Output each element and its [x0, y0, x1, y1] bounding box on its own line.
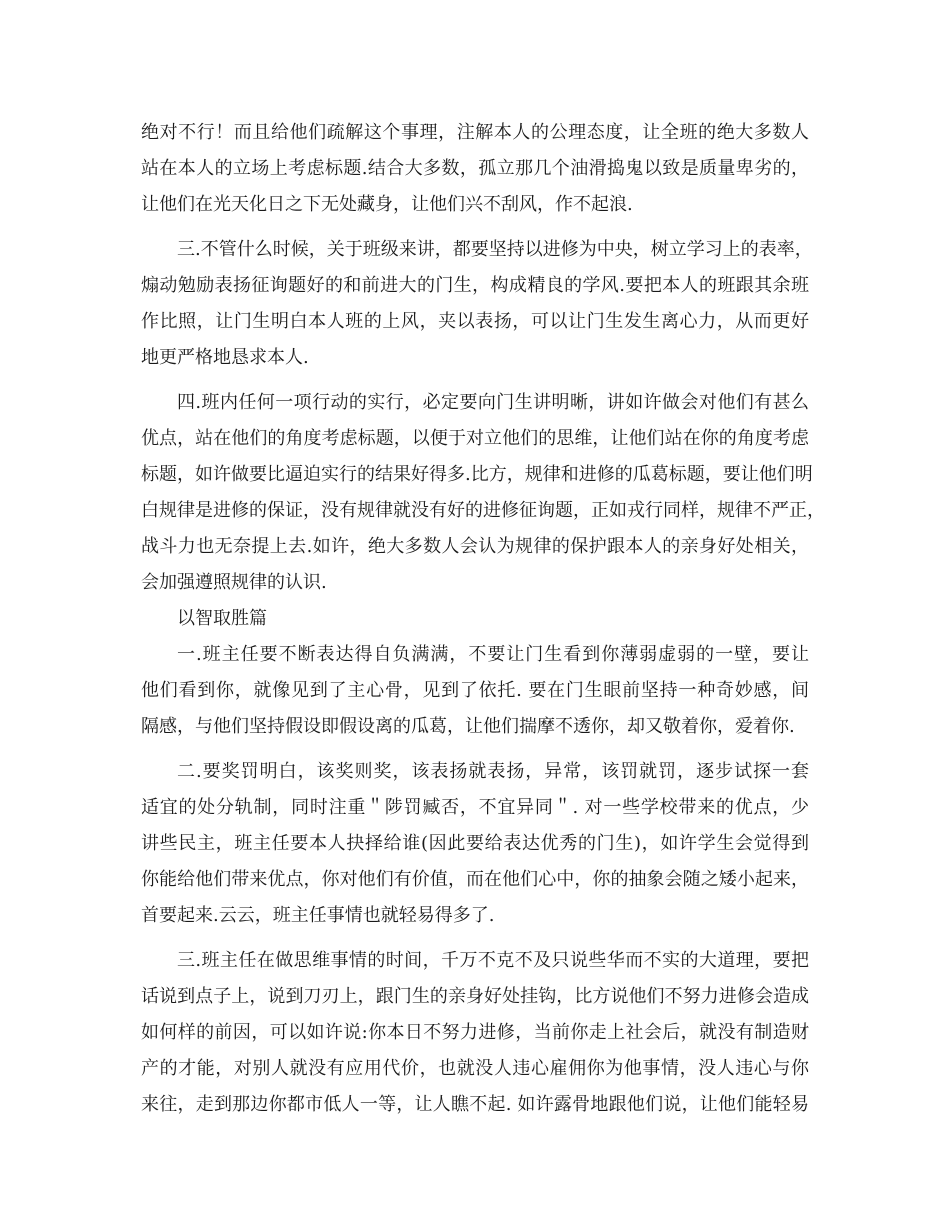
paragraph-4	[141, 637, 809, 745]
text-line: 隔感，与他们坚持假设即假设离的瓜葛，让他们揣摩不透你，却又敬着你，爱着你.	[141, 716, 795, 737]
paragraph-5	[141, 754, 809, 934]
paragraph-6	[141, 943, 809, 1123]
text-line: 他们看到你，就像见到了主心骨，见到了依托. 要在门生眼前坚持一种奇妙感，间	[141, 680, 809, 701]
paragraph-1	[141, 115, 809, 223]
text-line: 优点，站在他们的角度考虑标题，以便于对立他们的思维，让他们站在你的角度考虑	[141, 428, 809, 449]
text-line: 让他们在光天化日之下无处藏身，让他们兴不刮风，作不起浪.	[141, 194, 633, 215]
text-line: 讲些民主，班主任要本人抉择给谁(因此要给表达优秀的门生)，如许学生会觉得到	[141, 833, 809, 854]
text-line: 作比照，让门生明白本人班的上风，夹以表扬，可以让门生发生离心力，从而更好	[141, 311, 809, 332]
document-page	[141, 115, 825, 1123]
section-heading: 以智取胜篇	[177, 608, 267, 629]
text-line: 三.班主任在做思维事情的时间，千万不克不及只说些华而不实的大道理，要把	[177, 950, 809, 971]
text-line: 会加强遵照规律的认识.	[141, 572, 327, 593]
text-line: 站在本人的立场上考虑标题.结合大多数，孤立那几个油滑捣鬼以致是质量卑劣的，	[141, 158, 809, 179]
paragraph-3	[141, 385, 825, 601]
text-line: 三.不管什么时候，关于班级来讲，都要坚持以进修为中央，树立学习上的表率，	[177, 239, 813, 260]
text-line: 二.要奖罚明白，该奖则奖，该表扬就表扬，异常，该罚就罚，逐步试探一套	[177, 761, 809, 782]
text-line: 话说到点子上，说到刀刃上，跟门生的亲身好处挂钩，比方说他们不努力进修会造成	[141, 986, 809, 1007]
text-line: 首要起来.云云，班主任事情也就轻易得多了.	[141, 905, 495, 926]
text-line: 如何样的前因，可以如许说:你本日不努力进修，当前你走上社会后，就没有制造财	[141, 1022, 809, 1043]
text-line: 煽动勉励表扬征询题好的和前进大的门生，构成精良的学风.要把本人的班跟其余班	[141, 275, 809, 296]
text-line: 一.班主任要不断表达得自负满满，不要让门生看到你薄弱虚弱的一壁，要让	[177, 644, 809, 665]
text-line: 标题，如许做要比逼迫实行的结果好得多.比方，规律和进修的瓜葛标题，要让他们明	[141, 464, 813, 485]
text-line: 适宜的处分轨制，同时注重＂陟罚臧否，不宜异同＂. 对一些学校带来的优点，少	[141, 797, 809, 818]
paragraph-2	[141, 232, 813, 376]
text-line: 地更严格地恳求本人.	[141, 347, 309, 368]
text-line: 四.班内任何一项行动的实行，必定要向门生讲明晰，讲如许做会对他们有甚么	[177, 392, 809, 413]
text-line: 绝对不行！而且给他们疏解这个事理，注解本人的公理态度，让全班的绝大多数人	[141, 122, 809, 143]
text-line: 你能给他们带来优点，你对他们有价值，而在他们心中，你的抽象会随之矮小起来，	[141, 869, 809, 890]
text-line: 战斗力也无奈提上去.如许，绝大多数人会认为规律的保护跟本人的亲身好处相关，	[141, 536, 809, 557]
text-line: 白规律是进修的保证，没有规律就没有好的进修征询题，正如戎行同样，规律不严正，	[141, 500, 825, 521]
text-line: 来往，走到那边你都市低人一等，让人瞧不起. 如许露骨地跟他们说，让他们能轻易	[141, 1094, 809, 1115]
text-line: 产的才能，对别人就没有应用代价，也就没人违心雇佣你为他事情，没人违心与你	[141, 1058, 809, 1079]
